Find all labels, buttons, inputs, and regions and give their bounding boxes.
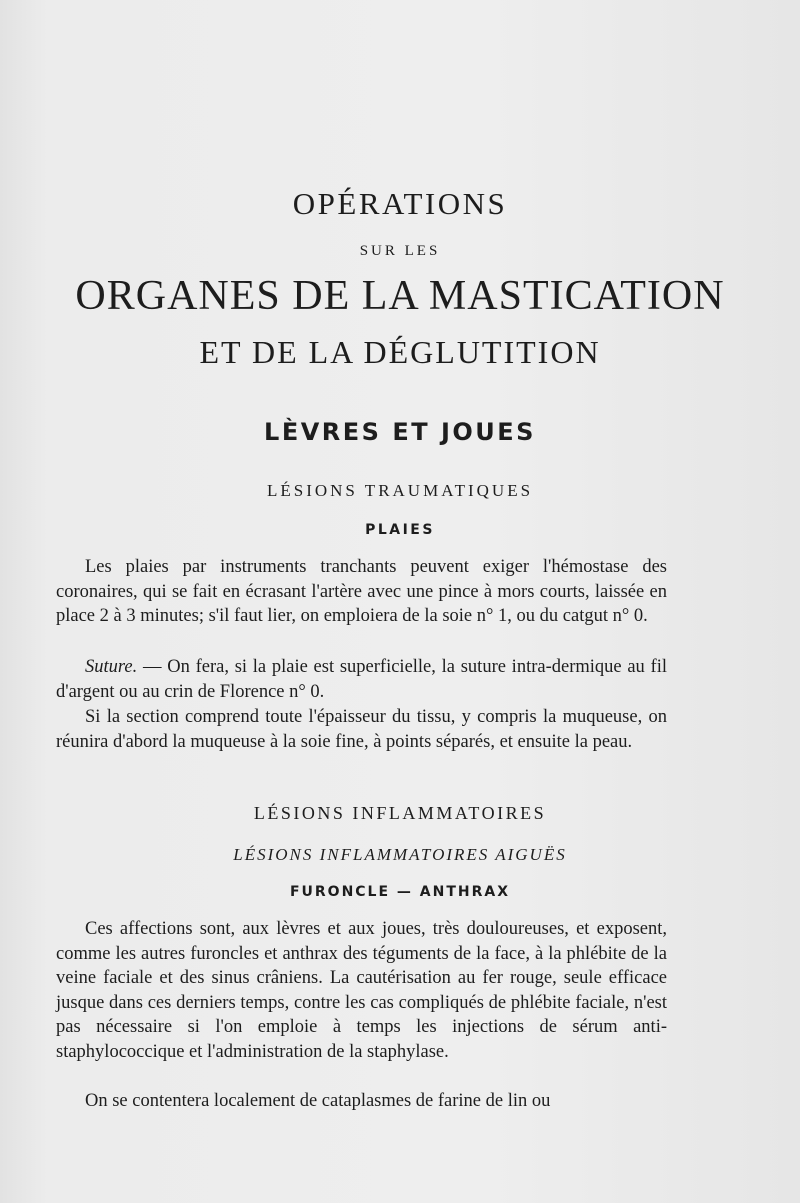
paragraph-cataplasmes: On se contentera localement de cataplasmes de farine de lin ou xyxy=(85,1091,551,1111)
page-title-line1: OPÉRATIONS xyxy=(292,186,508,221)
subheading-inflammatoires-aigues: LÉSIONS INFLAMMATOIRES AIGUËS xyxy=(233,845,567,864)
paragraph-plaies: Les plaies par instruments tranchants peuvent exiger l'hémostase des coronaires, qui se fait en écrasant l'artère avec une pince à mors courts, laissée en place 2 à 3 minutes; s'il faut lier, on emploiera de la soie n° 1, ou du catgut n° 0. xyxy=(56,557,667,627)
section-heading-lesions-inflammatoires: LÉSIONS INFLAMMATOIRES xyxy=(253,803,547,823)
page-title-line3: ORGANES DE LA MASTICATION xyxy=(75,273,725,319)
subheading-lesions-traumatiques: LÉSIONS TRAUMATIQUES xyxy=(266,481,534,500)
paragraph-suture xyxy=(56,655,667,704)
paragraph-furoncle: Ces affections sont, aux lèvres et aux joues, très douloureuses, et exposent, comme les autres furoncles et anthrax des téguments de la face, à la phlébite de la veine faciale et des sinus crâniens. La cautérisation au fer rouge, seule efficace jusque dans ces derniers temps, contre les cas compliqués de phlébite faciale, n'est pas nécessaire si l'on emploie à temps les injections de sérum anti-staphylococcique et l'administration de la staphylase. xyxy=(56,919,667,1062)
suture-text: — On fera, si la plaie est superficielle, la suture intra-dermique au fil d'argent ou au crin de Florence n° 0. xyxy=(56,657,667,702)
subheading-plaies: PLAIES xyxy=(365,522,435,538)
section-heading-levres-joues: LÈVRES ET JOUES xyxy=(264,418,536,446)
subheading-furoncle-anthrax: FURONCLE — ANTHRAX xyxy=(289,884,511,900)
page-title-line4: ET DE LA DÉGLUTITION xyxy=(199,334,601,370)
paragraph-section: Si la section comprend toute l'épaisseur du tissu, y compris la muqueuse, on réunira d'abord la muqueuse à la soie fine, à points séparés, et ensuite la peau. xyxy=(56,707,667,752)
suture-label: Suture. xyxy=(85,657,138,677)
page-title-line2: SUR LES xyxy=(359,243,441,259)
